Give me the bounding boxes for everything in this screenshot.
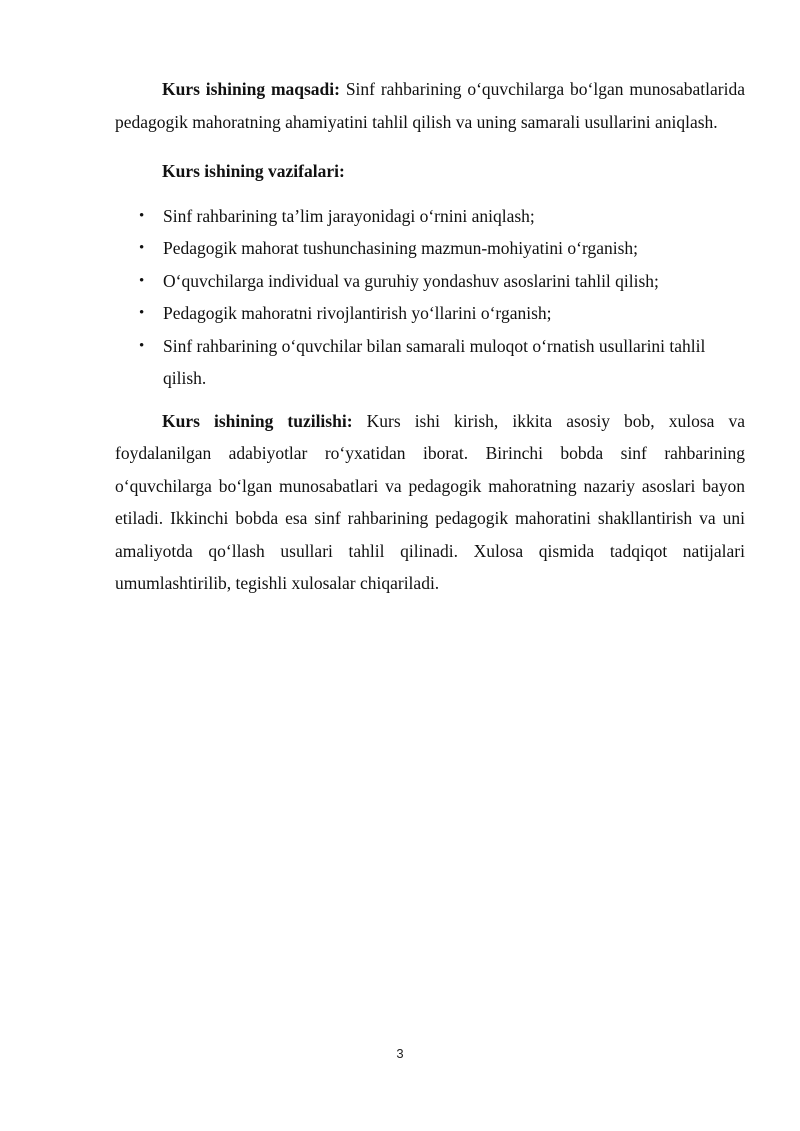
list-item bbox=[139, 200, 745, 233]
tasks-heading bbox=[115, 155, 745, 188]
purpose-paragraph bbox=[115, 73, 745, 138]
bullet-icon: • bbox=[139, 207, 145, 224]
structure-text: Kurs ishi kirish, ikkita asosiy bob, xulosa va foydalanilgan adabiyotlar ro‘yxatidan iborat. Birinchi bobda sinf rahbarining o‘quvchilarga bo‘lgan munosabatlari va pedagogik mahoratning nazariy asoslari bayon etiladi. Ikkinchi bobda esa sinf rahbarining pedagogik mahoratini shakllantirish va uni amaliyotda qo‘llash usullari tahlil qilinadi. Xulosa qismida tadqiqot natijalari umumlashtirilib, tegishli xulosalar chiqariladi. bbox=[115, 410, 746, 593]
page-number: 3 bbox=[396, 1046, 404, 1061]
structure-label: Kurs ishining tuzilishi: bbox=[162, 410, 353, 431]
page-content bbox=[115, 73, 745, 600]
bullet-icon: • bbox=[139, 240, 145, 256]
list-item bbox=[139, 265, 745, 298]
tasks-list bbox=[115, 200, 745, 395]
list-item bbox=[139, 232, 745, 265]
bullet-icon: • bbox=[139, 305, 145, 321]
list-item-text: Sinf rahbarining o‘quvchilar bilan samarali muloqot o‘rnatish usullarini tahlil qilish. bbox=[163, 335, 706, 388]
list-item-text: Sinf rahbarining ta’lim jarayonidagi o‘rnini aniqlash; bbox=[163, 205, 535, 226]
list-item bbox=[139, 297, 745, 330]
structure-paragraph bbox=[115, 405, 745, 600]
bullet-icon: • bbox=[139, 337, 145, 354]
list-item-text: Pedagogik mahoratni rivojlantirish yo‘llarini o‘rganish; bbox=[163, 303, 552, 323]
list-item bbox=[139, 330, 745, 395]
bullet-icon: • bbox=[139, 272, 145, 289]
purpose-text: Sinf rahbarining o‘quvchilarga bo‘lgan munosabatlarida pedagogik mahoratning ahamiyatini tahlil qilish va uning samarali usullarini aniqlash. bbox=[115, 79, 745, 132]
list-item-text: Pedagogik mahorat tushunchasining mazmun-mohiyatini o‘rganish; bbox=[163, 238, 639, 258]
tasks-heading-label: Kurs ishining vazifalari: bbox=[162, 161, 345, 181]
list-item-text: O‘quvchilarga individual va guruhiy yondashuv asoslarini tahlil qilish; bbox=[163, 270, 659, 291]
purpose-label: Kurs ishining maqsadi: bbox=[162, 79, 340, 99]
